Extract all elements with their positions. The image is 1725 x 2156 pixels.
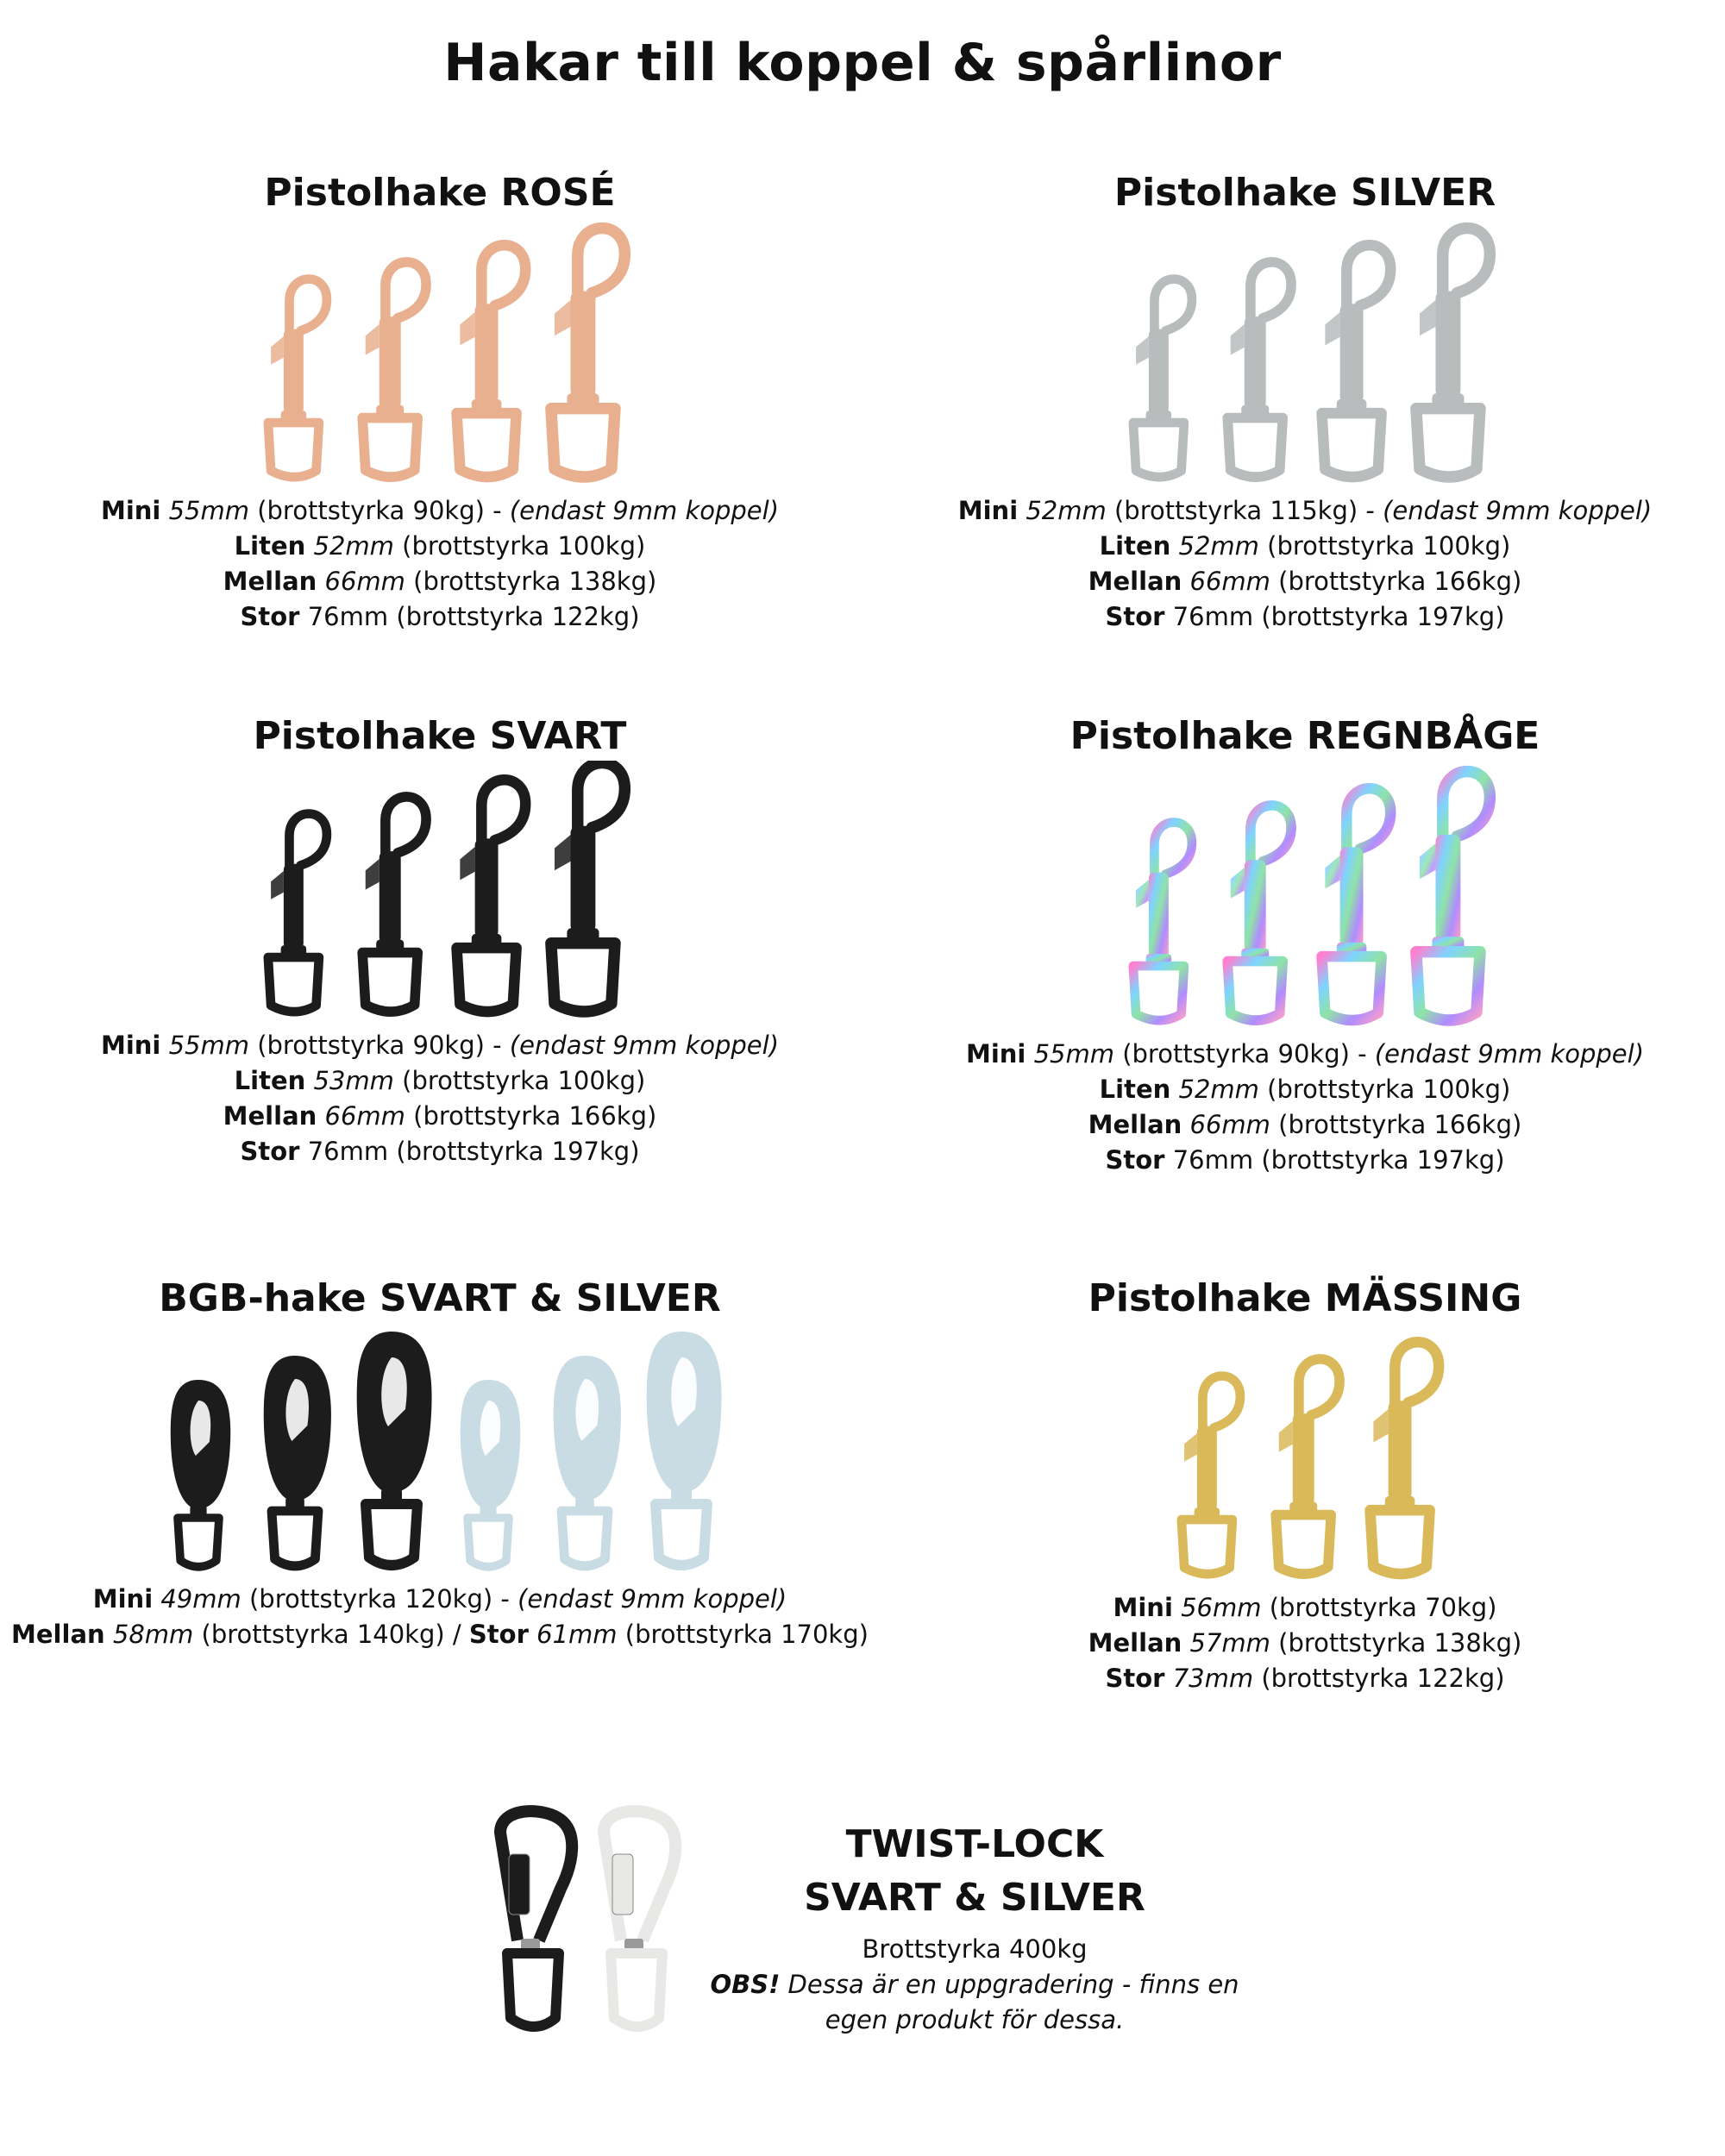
snap-hook	[1133, 279, 1192, 478]
snap-hook	[457, 245, 526, 477]
spec-line-mini: Mini 55mm (brottstyrka 90kg) - (endast 9mm koppel)	[100, 496, 780, 525]
spec-list	[934, 1590, 1676, 1696]
twistlock-title-line2: SVART & SILVER	[804, 1876, 1145, 1920]
snap-hook	[1322, 245, 1391, 477]
snap-hook	[1416, 772, 1490, 1020]
spec-line-liten: Liten 52mm (brottstyrka 100kg)	[234, 531, 646, 561]
spec-line-mellan: Mellan 66mm (brottstyrka 166kg)	[1088, 567, 1522, 596]
section-title: Pistolhake MÄSSING	[1088, 1276, 1522, 1320]
snap-hook	[1371, 1342, 1440, 1574]
section-massing	[934, 1275, 1676, 1696]
bgb-hook	[647, 1332, 722, 1565]
page-title: Hakar till koppel & spårlinor	[443, 33, 1282, 93]
section-bgb	[0, 1275, 880, 1652]
spec-list	[69, 493, 811, 635]
spec-line-mellan-stor: Mellan 58mm (brottstyrka 140kg) / Stor 61mm (brottstyrka 170kg)	[11, 1620, 869, 1649]
spec-line-mellan: Mellan 66mm (brottstyrka 138kg)	[223, 567, 657, 596]
product-image	[934, 217, 1676, 493]
snap-hook	[1416, 229, 1490, 477]
spec-line-mellan: Mellan 66mm (brottstyrka 166kg)	[1088, 1110, 1522, 1139]
snap-hook	[362, 797, 426, 1012]
snap-hook	[268, 279, 327, 478]
twistlock-description	[673, 1932, 1276, 2038]
snap-hook	[1227, 805, 1291, 1020]
bgb-hook	[264, 1356, 331, 1566]
bgb-hook	[461, 1380, 521, 1567]
snap-hook	[268, 814, 327, 1012]
spec-line-mini: Mini 49mm (brottstyrka 120kg) - (endast 9mm koppel)	[92, 1584, 787, 1614]
spec-line-mini: Mini 52mm (brottstyrka 115kg) - (endast 9mm koppel)	[957, 496, 1653, 525]
spec-line-mellan: Mellan 66mm (brottstyrka 166kg)	[223, 1101, 657, 1131]
product-image	[934, 761, 1676, 1037]
snap-hook-image	[69, 217, 811, 493]
section-title: Pistolhake REGNBÅGE	[1070, 714, 1540, 758]
product-image	[69, 761, 811, 1028]
twistlock-carabiner	[500, 1811, 572, 2027]
bgb-hook-image	[0, 1323, 880, 1582]
section-twistlock	[673, 1818, 1276, 2038]
spec-line-mini: Mini 55mm (brottstyrka 90kg) - (endast 9mm koppel)	[965, 1039, 1645, 1069]
section-silver	[934, 169, 1676, 635]
snap-hook	[1133, 823, 1192, 1021]
snap-hook-image	[69, 761, 811, 1028]
spec-list	[0, 1582, 880, 1652]
section-title: Pistolhake SVART	[253, 714, 627, 758]
snap-hook	[1182, 1376, 1240, 1575]
bgb-hook	[554, 1356, 621, 1566]
snap-hook	[362, 262, 426, 477]
product-image	[0, 1323, 880, 1582]
spec-list	[934, 493, 1676, 635]
obs-label: OBS!	[710, 1970, 781, 1999]
product-image	[69, 217, 811, 493]
spec-line-stor: Stor 76mm (brottstyrka 197kg)	[240, 1137, 640, 1166]
spec-line-mini: Mini 56mm (brottstyrka 70kg)	[1113, 1593, 1497, 1622]
section-title: Pistolhake SILVER	[1113, 171, 1496, 215]
section-svart	[69, 712, 811, 1169]
bgb-hook	[171, 1380, 231, 1567]
spec-line-stor: Stor 76mm (brottstyrka 197kg)	[1105, 602, 1505, 631]
spec-list	[934, 1037, 1676, 1178]
twistlock-title-line1: TWIST-LOCK	[845, 1822, 1104, 1866]
spec-line-stor: Stor 73mm (brottstyrka 122kg)	[1105, 1664, 1505, 1693]
section-title: Pistolhake ROSÉ	[264, 171, 616, 215]
obs-text: Dessa är en uppgradering - finns en egen produkt för dessa.	[787, 1970, 1239, 2034]
snap-hook-image	[934, 761, 1676, 1037]
spec-line-mini: Mini 55mm (brottstyrka 90kg) - (endast 9mm koppel)	[100, 1031, 780, 1060]
spec-line-mellan: Mellan 57mm (brottstyrka 138kg)	[1088, 1628, 1522, 1658]
spec-list	[69, 1028, 811, 1169]
twistlock-strength: Brottstyrka 400kg	[862, 1934, 1088, 1964]
spec-line-stor: Stor 76mm (brottstyrka 197kg)	[1105, 1145, 1505, 1175]
twistlock-carabiner	[604, 1811, 675, 2027]
snap-hook	[551, 763, 624, 1012]
section-regnbage	[934, 712, 1676, 1178]
spec-line-liten: Liten 53mm (brottstyrka 100kg)	[234, 1066, 646, 1095]
spec-line-stor: Stor 76mm (brottstyrka 122kg)	[240, 602, 640, 631]
snap-hook	[1276, 1359, 1339, 1574]
product-image	[934, 1323, 1676, 1590]
snap-hook	[551, 229, 624, 477]
snap-hook-image	[934, 1323, 1676, 1590]
spec-line-liten: Liten 52mm (brottstyrka 100kg)	[1099, 1075, 1511, 1104]
snap-hook	[457, 780, 526, 1012]
spec-line-liten: Liten 52mm (brottstyrka 100kg)	[1099, 531, 1511, 561]
twistlock-obs	[699, 1967, 1251, 2038]
snap-hook	[1322, 788, 1391, 1020]
section-rose	[69, 169, 811, 635]
snap-hook	[1227, 262, 1291, 477]
section-title: BGB-hake SVART & SILVER	[159, 1276, 721, 1320]
bgb-hook	[357, 1332, 432, 1565]
snap-hook-image	[934, 217, 1676, 493]
